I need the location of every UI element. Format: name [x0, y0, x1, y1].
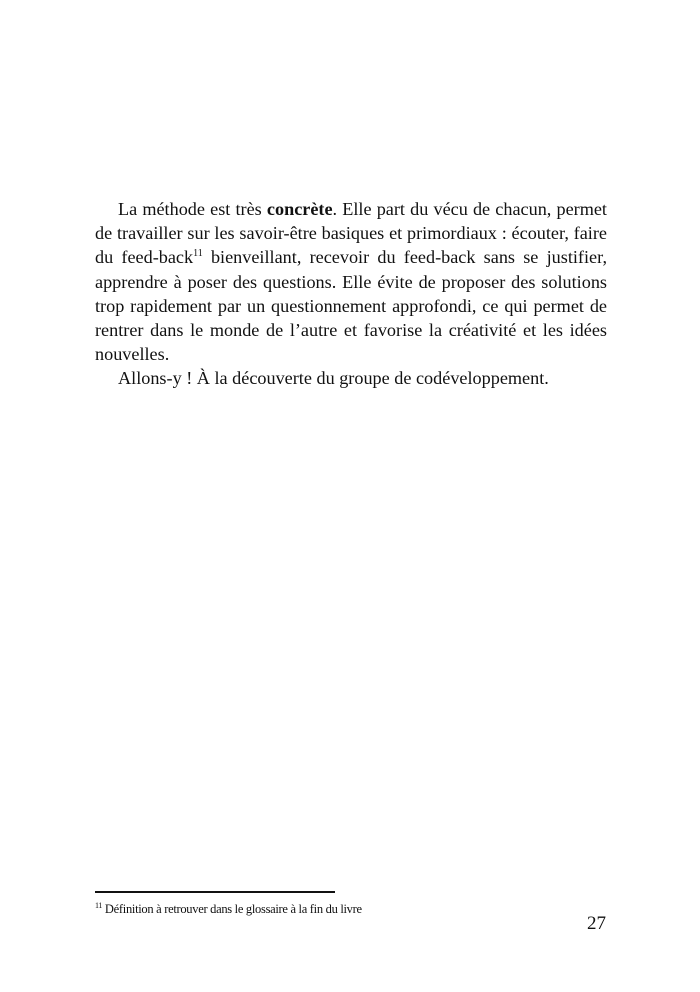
text-segment: . Elle part du vécu de chacun, permet — [332, 199, 607, 219]
emphasis-concrete: concrète — [266, 199, 333, 219]
text-line — [95, 245, 607, 269]
text-segment: La méthode est très — [118, 199, 267, 219]
paragraph-2: Allons-y ! À la découverte du groupe de codéveloppement. — [118, 368, 549, 389]
text-line — [95, 197, 607, 221]
footnote-number: 11 — [95, 901, 103, 910]
text-line: rentrer dans le monde de l’autre et favorise la créativité et les idées — [95, 319, 607, 340]
text-line: trop rapidement par un questionnement approfondi, ce qui permet de — [95, 295, 607, 316]
footnote-separator — [95, 891, 335, 893]
text-line: nouvelles. — [95, 344, 170, 365]
text-line: de travailler sur les savoir-être basiques et primordiaux : écouter, faire — [95, 223, 607, 244]
text-line: apprendre à poser des questions. Elle évite de proposer des solutions — [95, 271, 607, 292]
page-number: 27 — [587, 913, 606, 934]
text-segment: bienveillant, recevoir du feed-back sans se justifier, — [202, 247, 607, 268]
body-text — [95, 197, 607, 391]
footnote-text: Définition à retrouver dans le glossaire à la fin du livre — [102, 902, 362, 916]
footnote-reference[interactable]: 11 — [193, 248, 203, 260]
footnote — [95, 902, 362, 917]
text-segment: du feed-back — [95, 247, 194, 268]
